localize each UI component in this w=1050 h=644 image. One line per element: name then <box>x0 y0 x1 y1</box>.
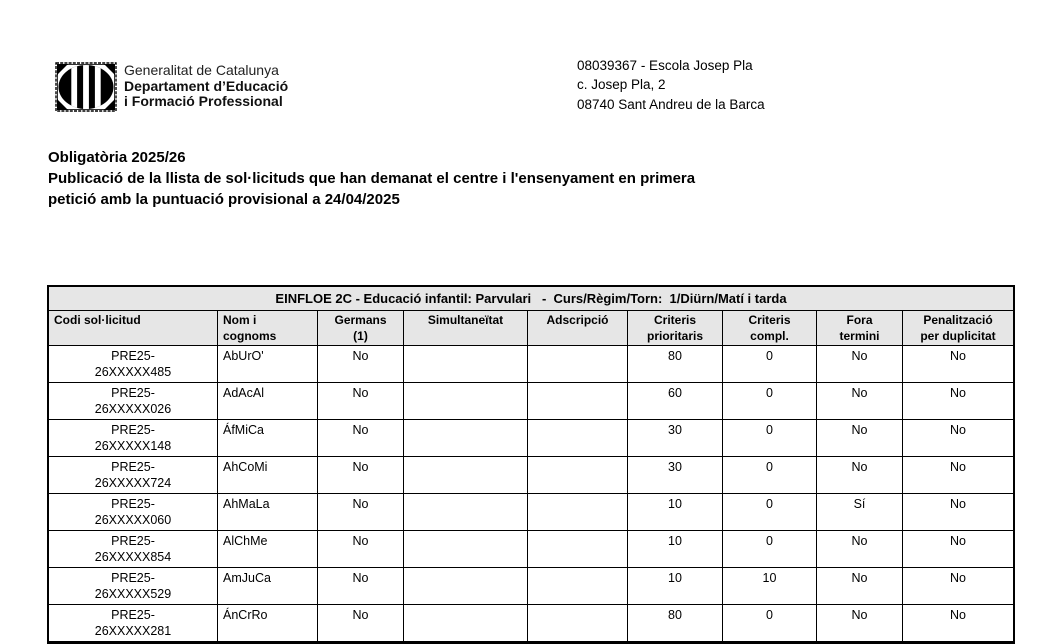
cell-criteris-compl: 0 <box>723 420 817 456</box>
cell-adscripcio <box>528 531 628 567</box>
cell-nom: AlChMe <box>218 531 318 567</box>
cell-adscripcio <box>528 420 628 456</box>
cell-criteris-compl: 0 <box>723 494 817 530</box>
cell-criteris-prioritaris: 10 <box>628 494 723 530</box>
cell-nom: AbUrO' <box>218 346 318 382</box>
cell-codi: PRE25- 26XXXXX854 <box>49 531 218 567</box>
cell-criteris-compl: 0 <box>723 457 817 493</box>
cell-nom: AhMaLa <box>218 494 318 530</box>
cell-adscripcio <box>528 494 628 530</box>
cell-penalitzacio-duplicitat: No <box>950 608 966 622</box>
table-header-row <box>49 311 1013 346</box>
cell-adscripcio <box>528 346 628 382</box>
school-code-name: 08039367 - Escola Josep Pla <box>577 58 753 73</box>
cell-criteris-compl: 0 <box>723 605 817 641</box>
cell-nom: ÁnCrRo <box>218 605 318 641</box>
cell-criteris-prioritaris: 10 <box>628 531 723 567</box>
cell-germans: No <box>318 383 404 419</box>
cell-germans: No <box>318 494 404 530</box>
cell-adscripcio <box>528 457 628 493</box>
cell-criteris-compl: 0 <box>723 383 817 419</box>
cell-criteris-compl: 0 <box>723 346 817 382</box>
generalitat-logo-icon <box>55 62 117 112</box>
column-header-penalitzacio-duplicitat: Penalització per duplicitat <box>920 313 996 343</box>
cell-criteris-compl: 0 <box>723 531 817 567</box>
cell-germans: No <box>318 568 404 604</box>
column-header-criteris-compl: Criteris compl. <box>723 311 817 345</box>
cell-fora-termini: No <box>817 383 903 419</box>
dept-line1: Departament d’Educació <box>124 77 289 94</box>
column-header-nom: Nom i cognoms <box>218 311 318 345</box>
cell-penalitzacio-duplicitat: No <box>950 386 966 400</box>
cell-germans: No <box>318 605 404 641</box>
cell-criteris-compl: 10 <box>723 568 817 604</box>
cell-codi: PRE25- 26XXXXX148 <box>49 420 218 456</box>
dept-line2: i Formació Professional <box>124 93 283 109</box>
cell-adscripcio <box>528 605 628 641</box>
school-street: c. Josep Pla, 2 <box>577 77 666 93</box>
cell-penalitzacio-duplicitat: No <box>950 571 966 585</box>
cell-penalitzacio-duplicitat: No <box>950 460 966 474</box>
cell-penalitzacio-duplicitat: No <box>950 497 966 511</box>
table-band-title: EINFLOE 2C - Educació infantil: Parvulari - Curs/Règim/Torn: 1/Diürn/Matí i tarda <box>49 287 1013 311</box>
cell-codi: PRE25- 26XXXXX060 <box>49 494 218 530</box>
column-header-germans: Germans (1) <box>318 311 404 345</box>
table-row <box>49 531 1013 568</box>
title-line-3: petició amb la puntuació provisional a 24/04/2025 <box>48 191 400 208</box>
cell-germans: No <box>318 346 404 382</box>
cell-nom: AhCoMi <box>218 457 318 493</box>
cell-germans: No <box>318 531 404 567</box>
cell-codi: PRE25- 26XXXXX724 <box>49 457 218 493</box>
cell-fora-termini: No <box>817 457 903 493</box>
cell-fora-termini: Sí <box>817 494 903 530</box>
brand-text <box>124 62 288 110</box>
cell-simultaneitat <box>404 605 528 641</box>
cell-nom: AdAcAl <box>218 383 318 419</box>
table-row <box>49 568 1013 605</box>
table-row <box>49 457 1013 494</box>
cell-penalitzacio-duplicitat: No <box>950 534 966 548</box>
cell-fora-termini: No <box>817 346 903 382</box>
school-city: 08740 Sant Andreu de la Barca <box>577 96 765 112</box>
org-name: Generalitat de Catalunya <box>124 62 279 78</box>
cell-germans: No <box>318 457 404 493</box>
brand-block <box>55 62 288 112</box>
cell-simultaneitat <box>404 494 528 530</box>
column-header-fora-termini: Fora termini <box>817 311 903 345</box>
cell-criteris-prioritaris: 30 <box>628 420 723 456</box>
school-block <box>577 56 765 114</box>
cell-simultaneitat <box>404 420 528 456</box>
cell-germans: No <box>318 420 404 456</box>
cell-criteris-prioritaris: 80 <box>628 346 723 382</box>
cell-penalitzacio-duplicitat: No <box>950 349 966 363</box>
cell-simultaneitat <box>404 346 528 382</box>
cell-nom: AmJuCa <box>218 568 318 604</box>
cell-fora-termini: No <box>817 420 903 456</box>
cell-fora-termini: No <box>817 531 903 567</box>
cell-criteris-prioritaris: 10 <box>628 568 723 604</box>
cell-simultaneitat <box>404 457 528 493</box>
table-body <box>49 346 1013 642</box>
table-row <box>49 605 1013 642</box>
cell-nom: ÁfMiCa <box>218 420 318 456</box>
column-header-codi: Codi sol·licitud <box>49 311 218 345</box>
table-row <box>49 383 1013 420</box>
cell-simultaneitat <box>404 531 528 567</box>
table-row <box>49 346 1013 383</box>
column-header-criteris-prioritaris: Criteris prioritaris <box>628 311 723 345</box>
cell-simultaneitat <box>404 568 528 604</box>
cell-criteris-prioritaris: 80 <box>628 605 723 641</box>
cell-adscripcio <box>528 383 628 419</box>
cell-codi: PRE25- 26XXXXX485 <box>49 346 218 382</box>
column-header-simultaneitat: Simultaneïtat <box>404 311 528 345</box>
cell-codi: PRE25- 26XXXXX026 <box>49 383 218 419</box>
cell-codi: PRE25- 26XXXXX281 <box>49 605 218 641</box>
title-line-1: Obligatòria 2025/26 <box>48 149 186 166</box>
table-row <box>49 420 1013 457</box>
title-line-2: Publicació de la llista de sol·licituds que han demanat el centre i l'ensenyament en primera <box>48 170 696 187</box>
cell-simultaneitat <box>404 383 528 419</box>
cell-criteris-prioritaris: 30 <box>628 457 723 493</box>
column-header-adscripcio: Adscripció <box>528 311 628 345</box>
cell-criteris-prioritaris: 60 <box>628 383 723 419</box>
table-row <box>49 494 1013 531</box>
cell-codi: PRE25- 26XXXXX529 <box>49 568 218 604</box>
applications-table <box>47 285 1015 644</box>
document-title <box>48 147 695 210</box>
cell-fora-termini: No <box>817 605 903 641</box>
cell-fora-termini: No <box>817 568 903 604</box>
cell-penalitzacio-duplicitat: No <box>950 423 966 437</box>
cell-adscripcio <box>528 568 628 604</box>
